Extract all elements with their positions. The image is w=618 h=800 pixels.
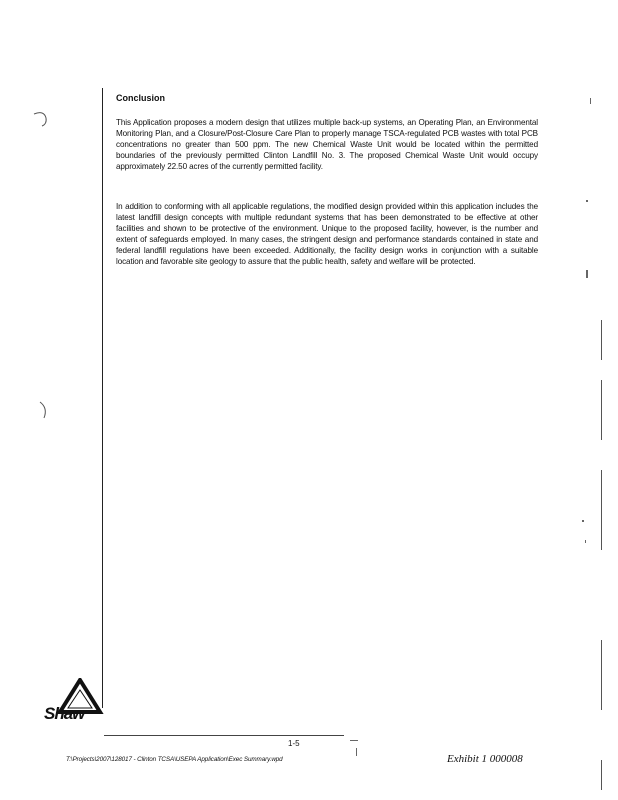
exhibit-stamp: Exhibit 1 000008 (447, 753, 523, 765)
paragraph: In addition to conforming with all applicable regulations, the modified design provided within this application includes the latest landfill design concepts with multiple redundant systems that has been demonstrated to be effective at other facilities and shown to be protective of the environment. Unique to the proposed facility, however, is the number and extent of safeguards employed. In many cases, the stringent design and performance standards contained in state and federal landfill regulations have been exceeded. Additionally, the facility design works in conjunction with a suitable location and favorable site geology to assure that the public health, safety and welfare will be protected. (116, 202, 538, 266)
scan-speck (590, 98, 591, 104)
scan-mark (601, 320, 602, 360)
punch-hole-mark (36, 398, 52, 422)
scan-mark (601, 760, 602, 790)
file-path: T:\Projects\2007\128017 - Clinton TCSA\USEPA Application\Exec Summary.wpd (66, 756, 283, 763)
margin-rule (102, 88, 103, 708)
scan-speck (582, 520, 584, 522)
page-number: 1-5 (288, 739, 300, 748)
logo-wordmark: Shaw (44, 704, 85, 723)
scan-mark (601, 640, 602, 710)
scan-mark (601, 470, 602, 550)
punch-hole-mark (30, 108, 52, 130)
scan-speck (350, 740, 358, 741)
paragraph: This Application proposes a modern design that utilizes multiple back-up systems, an Operating Plan, an Environmental Monitoring Plan, and a Closure/Post-Closure Care Plan to properly manage TSCA-regulated PCB wastes with total PCB concentrations no greater than 500 ppm. The new Chemical Waste Unit would be located within the permitted boundaries of the previously permitted Clinton Landfill No. 3. The proposed Chemical Waste Unit would occupy approximately 22.50 acres of the currently permitted facility. (116, 118, 538, 171)
scan-speck (356, 748, 357, 756)
scan-speck (586, 270, 588, 278)
scan-speck (585, 540, 586, 543)
section-heading: Conclusion (116, 93, 165, 103)
scan-speck (586, 200, 588, 202)
footer-rule (104, 735, 344, 736)
scan-mark (601, 380, 602, 440)
